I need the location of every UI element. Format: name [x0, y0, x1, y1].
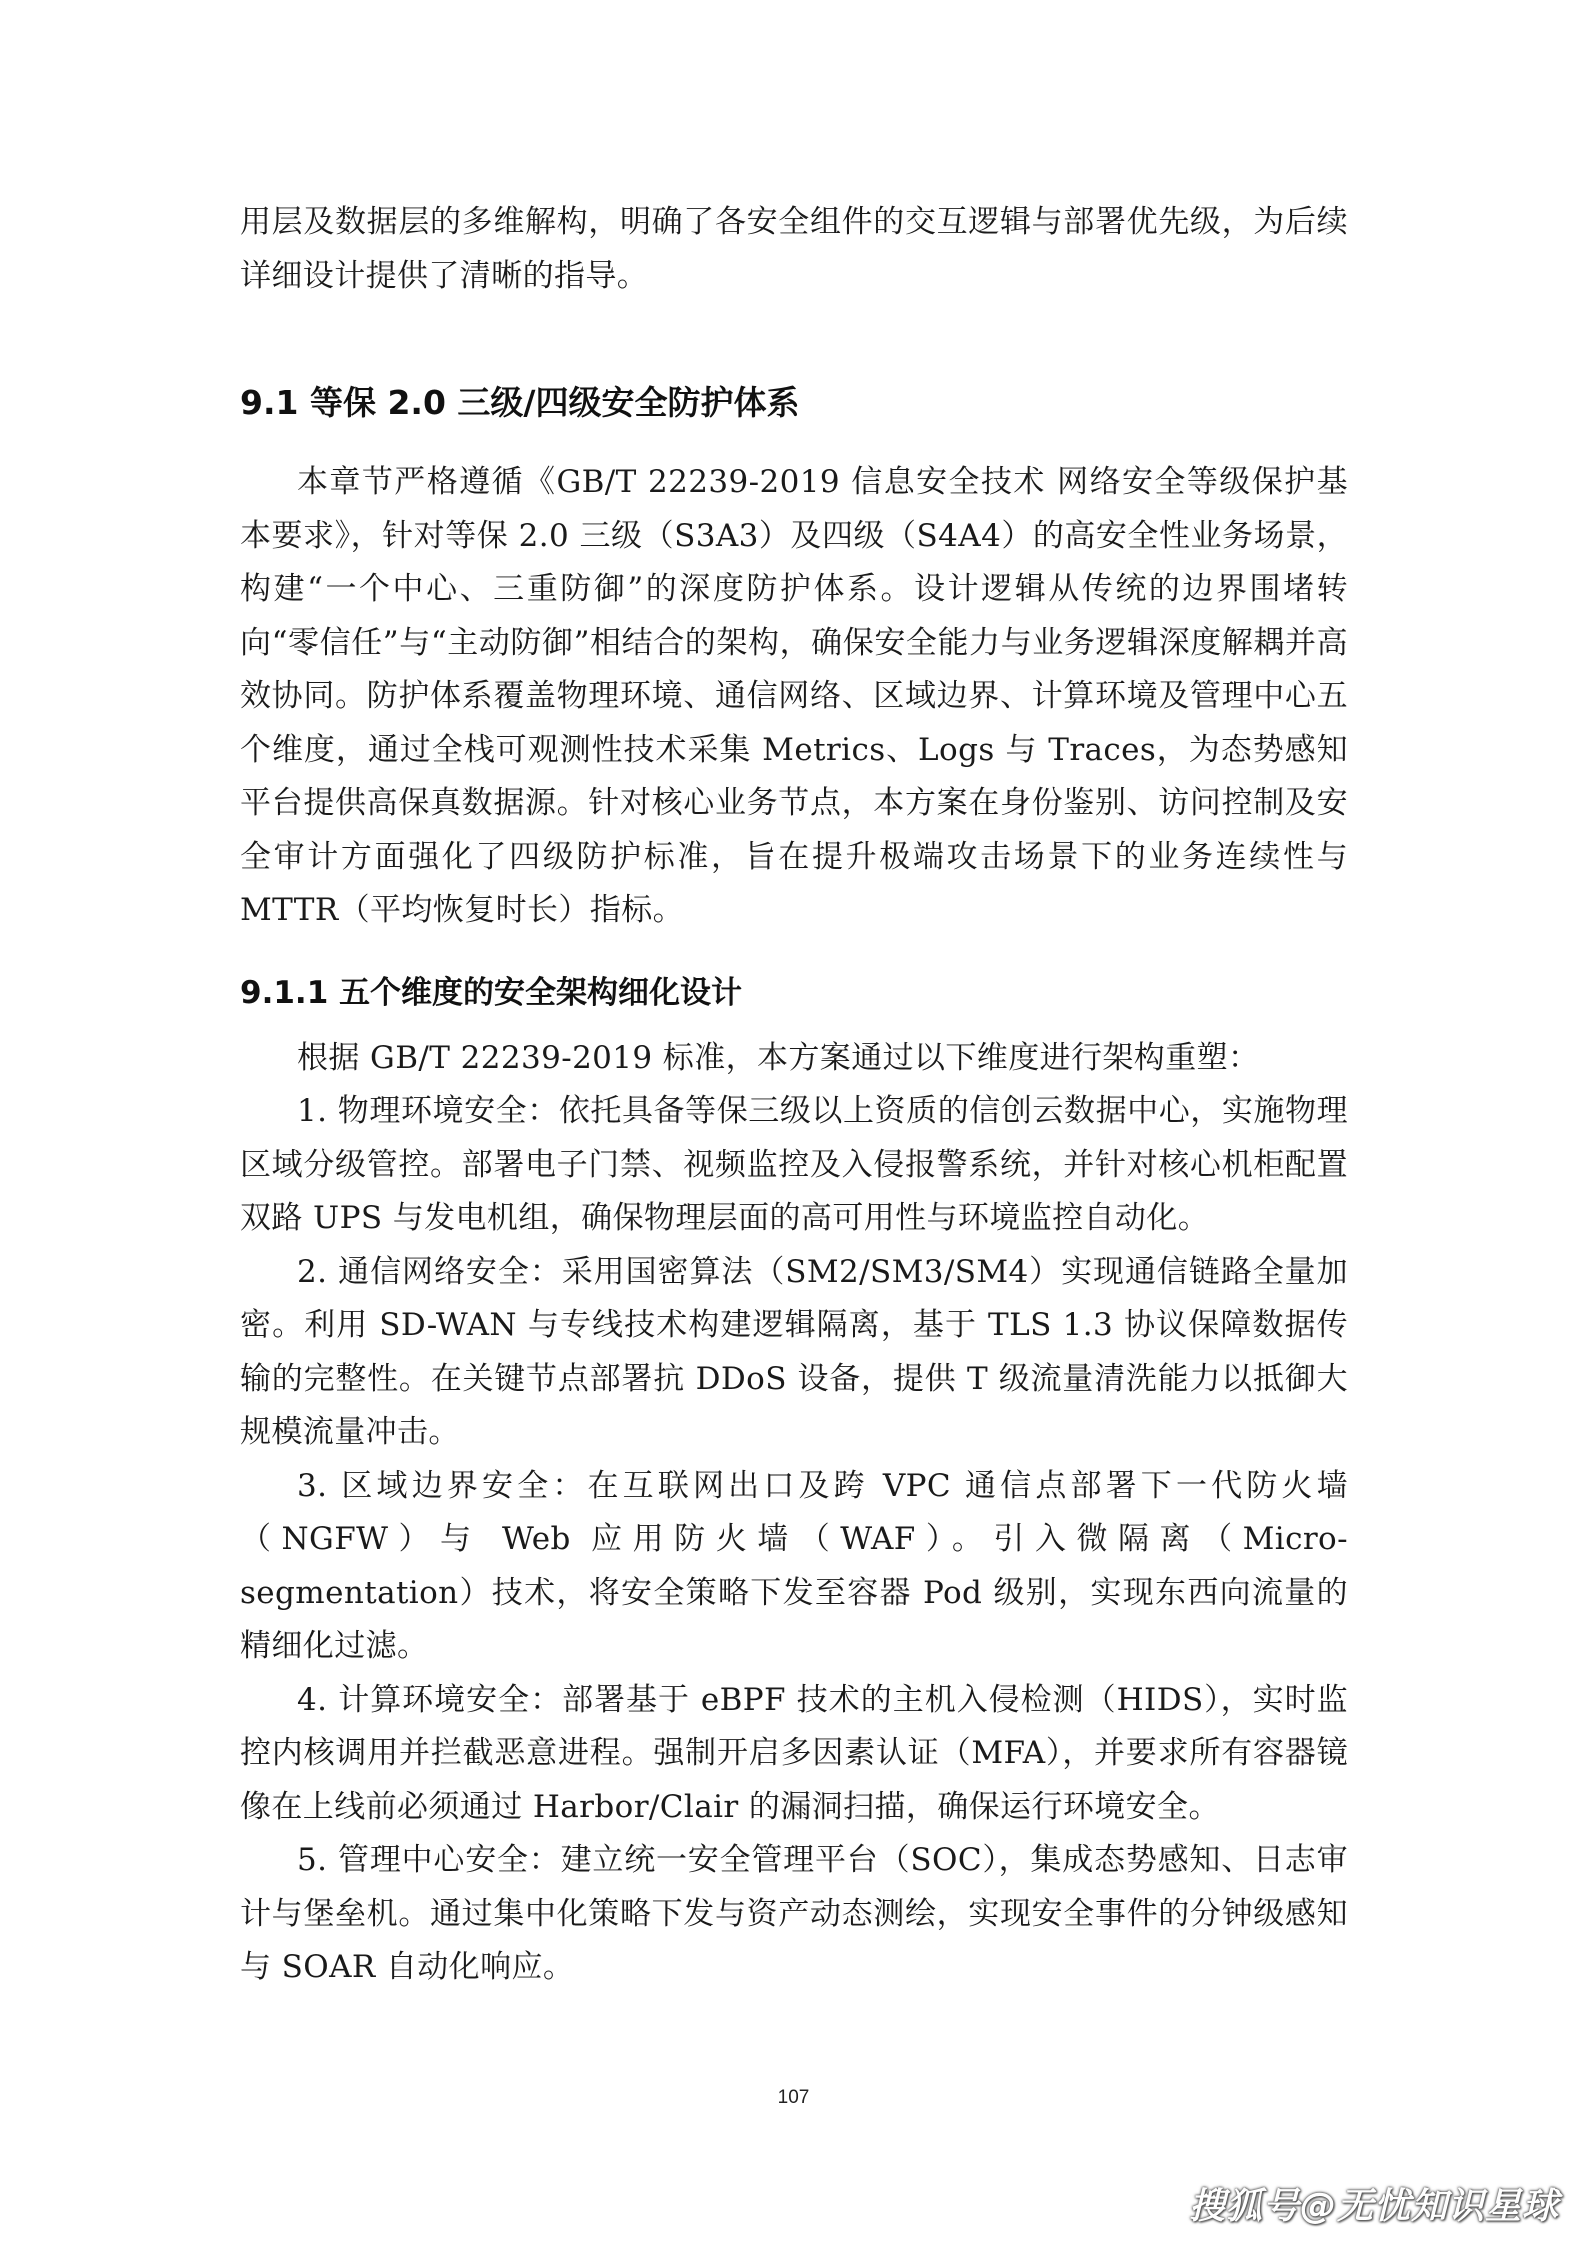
watermark: 搜狐号@无忧知识星球: [1188, 2186, 1559, 2227]
subsection-intro: 根据 GB/T 22239-2019 标准，本方案通过以下维度进行架构重塑：: [297, 1039, 1260, 1076]
section-number: 9.1: [240, 383, 299, 422]
list-item: 4. 计算环境安全：部署基于 eBPF 技术的主机入侵检测（HIDS），实时监控内核调用并拦截恶意进程。强制开启多因素认证（MFA），并要求所有容器镜像在上线前必须通过 Harbor/Clair 的漏洞扫描，确保运行环境安全。: [240, 1681, 1348, 1825]
continuation-paragraph: 用层及数据层的多维解构，明确了各安全组件的交互逻辑与部署优先级，为后续详细设计提供了清晰的指导。: [240, 204, 1348, 294]
subsection-heading: [240, 968, 1348, 1018]
page-number: 107: [777, 2087, 810, 2108]
section-heading: [240, 378, 1348, 428]
list-item: 2. 通信网络安全：采用国密算法（SM2/SM3/SM4）实现通信链路全量加密。利用 SD-WAN 与专线技术构建逻辑隔离，基于 TLS 1.3 协议保障数据传输的完整性。在关键节点部署抗 DDoS 设备，提供 T 级流量清洗能力以抵御大规模流量冲击。: [240, 1253, 1348, 1450]
section-title: 等保 2.0 三级/四级安全防护体系: [309, 383, 800, 422]
list-item: 5. 管理中心安全：建立统一安全管理平台（SOC），集成态势感知、日志审计与堡垒机。通过集中化策略下发与资产动态测绘，实现安全事件的分钟级感知与 SOAR 自动化响应。: [240, 1842, 1348, 1985]
subsection-title: 五个维度的安全架构细化设计: [339, 974, 743, 1011]
subsection-number: 9.1.1: [240, 974, 329, 1011]
document-body: [240, 196, 1348, 1995]
list-item: 1. 物理环境安全：依托具备等保三级以上资质的信创云数据中心，实施物理区域分级管控。部署电子门禁、视频监控及入侵报警系统，并针对核心机柜配置双路 UPS 与发电机组，确保物理层面的高可用性与环境监控自动化。: [240, 1093, 1348, 1236]
section-paragraph: 本章节严格遵循《GB/T 22239-2019 信息安全技术 网络安全等级保护基本要求》，针对等保 2.0 三级（S3A3）及四级（S4A4）的高安全性业务场景，构建“一个中心、三重防御”的深度防护体系。设计逻辑从传统的边界围堵转向“零信任”与“主动防御”相结合的架构，确保安全能力与业务逻辑深度解耦并高效协同。防护体系覆盖物理环境、通信网络、区域边界、计算环境及管理中心五个维度，通过全栈可观测性技术采集 Metrics、Logs 与 Traces，为态势感知平台提供高保真数据源。针对核心业务节点，本方案在身份鉴别、访问控制及安全审计方面强化了四级防护标准，旨在提升极端攻击场景下的业务连续性与 MTTR（平均恢复时长）指标。: [240, 464, 1348, 928]
list-item: 3. 区域边界安全：在互联网出口及跨 VPC 通信点部署下一代防火墙（NGFW）与 Web 应用防火墙（WAF）。引入微隔离（Micro-segmentation）技术，将安全策略下发至容器 Pod 级别，实现东西向流量的精细化过滤。: [240, 1467, 1348, 1664]
